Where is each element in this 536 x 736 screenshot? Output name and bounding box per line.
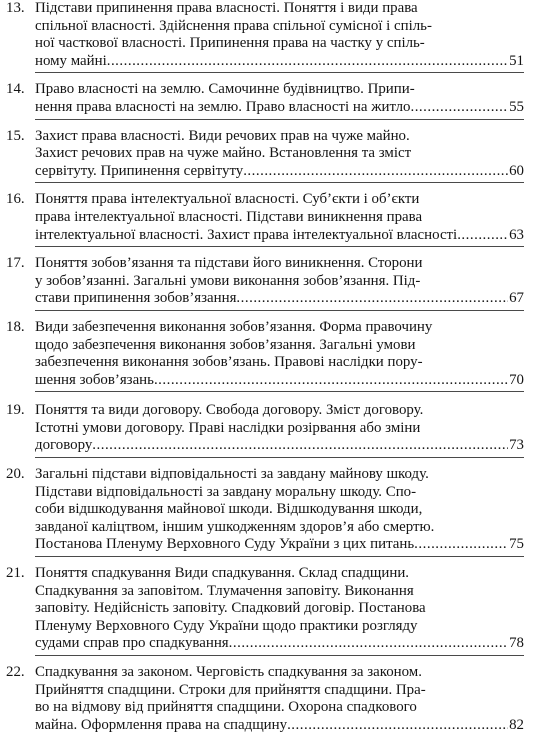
entry-title-line: Види забезпечення виконання зобов’язання. Форма правочину [35,318,433,335]
toc-entry[interactable] [6,183,524,246]
entry-title-line: Поняття зобов’язання та підстави його виникнення. Сторони [35,255,423,272]
dot-leader [287,717,508,735]
entry-title-line: стави припинення зобов’язання [35,290,237,307]
entry-title-line: судами справ про спадкування [35,635,229,652]
toc-entry[interactable] [6,458,524,556]
entry-title-line: Право власності на землю. Самочинне будівництво. Припи- [35,81,415,98]
entry-number: 19. [6,402,25,419]
dot-leader [410,99,508,117]
toc-entry[interactable] [6,557,524,655]
entry-title-line: Спадкування за заповітом. Тлумачення заповіту. Виконання [35,582,414,599]
toc-list [6,0,524,736]
entry-title [35,81,524,116]
entry-title-last-line [35,99,524,117]
entry-title-line: Поняття спадкування Види спадкування. Склад спадщини. [35,565,410,582]
entry-number: 13. [6,0,25,16]
entry-number: 18. [6,318,25,335]
dot-leader [154,372,508,390]
entry-title-line: Істотні умови договору. Праві наслідки розірвання або зміни [35,419,421,436]
entry-title [35,664,524,734]
entry-number: 20. [6,466,25,483]
entry-title-last-line [35,635,524,653]
entry-title-line: Пленуму Верховного Суду України щодо практики розгляду [35,617,418,634]
page-number: 82 [509,716,524,733]
entry-title-last-line [35,536,524,554]
toc-entry[interactable] [6,656,524,736]
entry-title-line: Підстави припинення права власності. Поняття і види права [35,0,418,16]
page-number: 73 [509,437,524,454]
entry-title [35,191,524,244]
entry-title-line: ному майні [35,52,107,69]
entry-title-line: Поняття та види договору. Свобода договору. Зміст договору. [35,402,424,419]
dot-leader [229,635,508,653]
toc-entry[interactable] [6,392,524,457]
entry-title [35,0,524,70]
entry-number: 17. [6,255,25,272]
entry-title-last-line [35,437,524,455]
toc-entry[interactable] [6,0,524,72]
entry-title-line: Прийняття спадщини. Строки для прийняття спадщини. Пра- [35,681,426,698]
page-number: 63 [509,226,524,243]
entry-title-line: у зобов’язанні. Загальні умови виконання зобов’язання. Під- [35,272,421,289]
dot-leader [107,53,508,71]
entry-title-line: нення права власності на землю. Право власності на житло [35,98,411,115]
entry-title-line: забезпечення виконання зобов’язань. Правові наслідки пору- [35,354,423,371]
entry-title-line: завданої каліцтвом, іншим ушкодженням здоров’я або смертю. [35,518,435,535]
entry-title-line: Загальні підстави відповідальності за завдану майнову шкоду. [35,466,429,483]
page-number: 67 [509,290,524,307]
entry-title-line: інтелектуальної власності. Захист права інтелектуальної власності [35,226,458,243]
entry-title-line: во на відмову від прийняття спадщини. Охорона спадкового [35,699,417,716]
entry-title-last-line [35,372,524,390]
entry-title [35,128,524,181]
entry-title-last-line [35,227,524,245]
entry-title-line: спільної власності. Здійснення права спільної сумісної і спіль- [35,17,432,34]
entry-title-line: щодо забезпечення виконання зобов’язання. Загальні умови [35,336,416,353]
dot-leader [457,227,508,245]
entry-number: 15. [6,127,25,144]
entry-title-line: права інтелектуальної власності. Підстави виникнення права [35,208,423,225]
page-number: 60 [509,162,524,179]
dot-leader [243,163,508,181]
entry-title-line: соби відшкодування майнової шкоди. Відшкодування шкоди, [35,501,423,518]
entry-title-line: сервітуту. Припинення сервітуту [35,162,244,179]
dot-leader [414,536,508,554]
entry-title-line: заповіту. Недійсність заповіту. Спадковий договір. Постанова [35,600,426,617]
entry-title-last-line [35,163,524,181]
entry-title-last-line [35,290,524,308]
entry-number: 14. [6,81,25,98]
dot-leader [236,290,508,308]
entry-title [35,466,524,554]
entry-title-last-line [35,53,524,71]
entry-title [35,402,524,455]
entry-number: 21. [6,565,25,582]
page-number: 75 [509,536,524,553]
toc-entry[interactable] [6,120,524,183]
entry-title-line: Постанова Пленуму Верховного Суду України з цих питань [35,536,415,553]
dot-leader [92,437,508,455]
entry-title-line: договору [35,437,93,454]
entry-title-line: Поняття права інтелектуальної власності. Суб’єкти і об’єкти [35,191,420,208]
entry-title-line: Захист речових прав на чуже майно. Встановлення та зміст [35,145,412,162]
toc-entry[interactable] [6,247,524,310]
page-number: 70 [509,371,524,388]
page-number: 51 [509,52,524,69]
entry-title-line: шення зобов’язань [35,371,154,388]
entry-title [35,565,524,653]
entry-number: 16. [6,191,25,208]
entry-title-line: майна. Оформлення права на спадщину [35,716,288,733]
entry-title [35,255,524,308]
entry-title-line: Спадкування за законом. Черговість спадкування за законом. [35,664,422,680]
entry-title [35,319,524,389]
toc-entry[interactable] [6,311,524,391]
page-number: 78 [509,635,524,652]
page-number: 55 [509,98,524,115]
entry-title-line: Захист права власності. Види речових прав на чуже майно. [35,127,410,144]
toc-entry[interactable] [6,73,524,118]
entry-title-line: Підстави відповідальності за завдану моральну шкоду. Спо- [35,483,417,500]
entry-number: 22. [6,664,25,680]
entry-title-line: ної часткової власності. Припинення права на частку у спіль- [35,35,425,52]
entry-title-last-line [35,717,524,735]
